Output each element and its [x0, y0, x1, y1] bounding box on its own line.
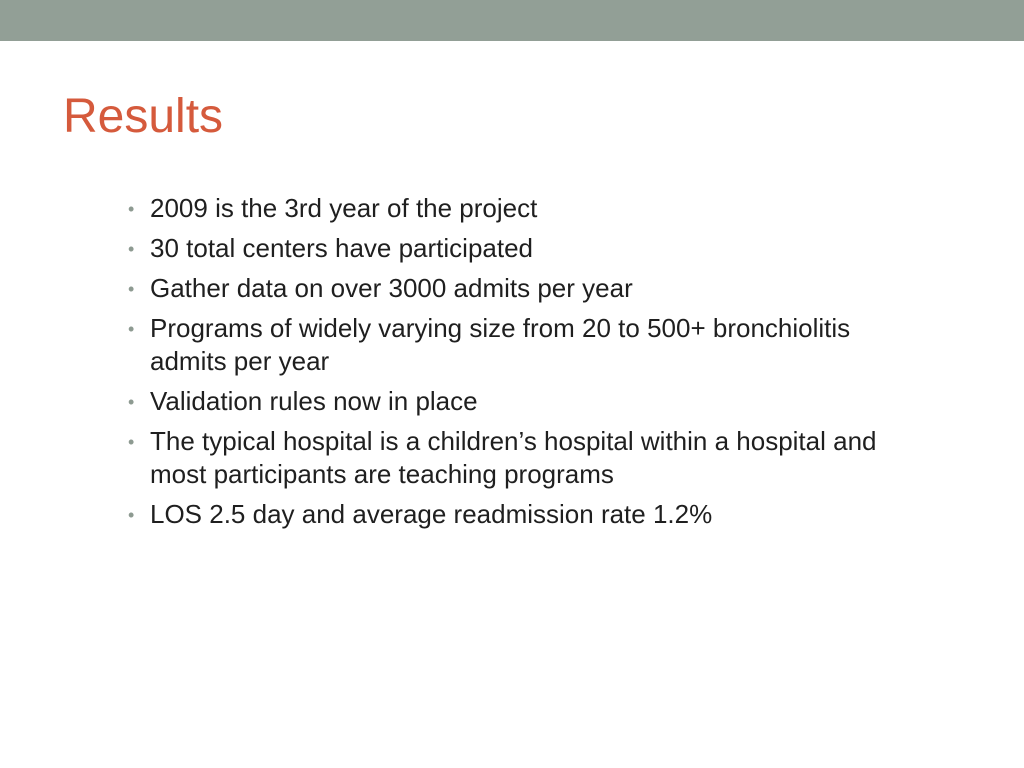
slide-title: Results: [63, 90, 224, 143]
bullet-item-4: [128, 312, 928, 378]
top-band: [0, 0, 1024, 41]
bullet-item-1: [128, 192, 928, 225]
bullet-dot-icon: •: [128, 392, 135, 412]
bullet-text: 30 total centers have participated: [150, 233, 534, 263]
bullet-dot-icon: •: [128, 319, 135, 339]
bullet-text: The typical hospital is a children’s hospital within a hospital and most participants are teaching programs: [150, 426, 877, 489]
bullet-text: Programs of widely varying size from 20 to 500+ bronchiolitis admits per year: [150, 313, 851, 376]
bullet-text: Validation rules now in place: [150, 386, 478, 416]
bullet-dot-icon: •: [128, 505, 135, 525]
bullet-dot-icon: •: [128, 239, 135, 259]
bullet-list: [128, 192, 928, 538]
bullet-item-7: [128, 498, 928, 531]
bullet-dot-icon: •: [128, 199, 135, 219]
bullet-text: 2009 is the 3rd year of the project: [150, 193, 538, 223]
bullet-item-2: [128, 232, 928, 265]
bullet-item-3: [128, 272, 928, 305]
bullet-text: LOS 2.5 day and average readmission rate 1.2%: [150, 499, 713, 529]
bullet-dot-icon: •: [128, 432, 135, 452]
bullet-item-6: [128, 425, 928, 491]
bullet-item-5: [128, 385, 928, 418]
bullet-dot-icon: •: [128, 279, 135, 299]
bullet-text: Gather data on over 3000 admits per year: [150, 273, 633, 303]
